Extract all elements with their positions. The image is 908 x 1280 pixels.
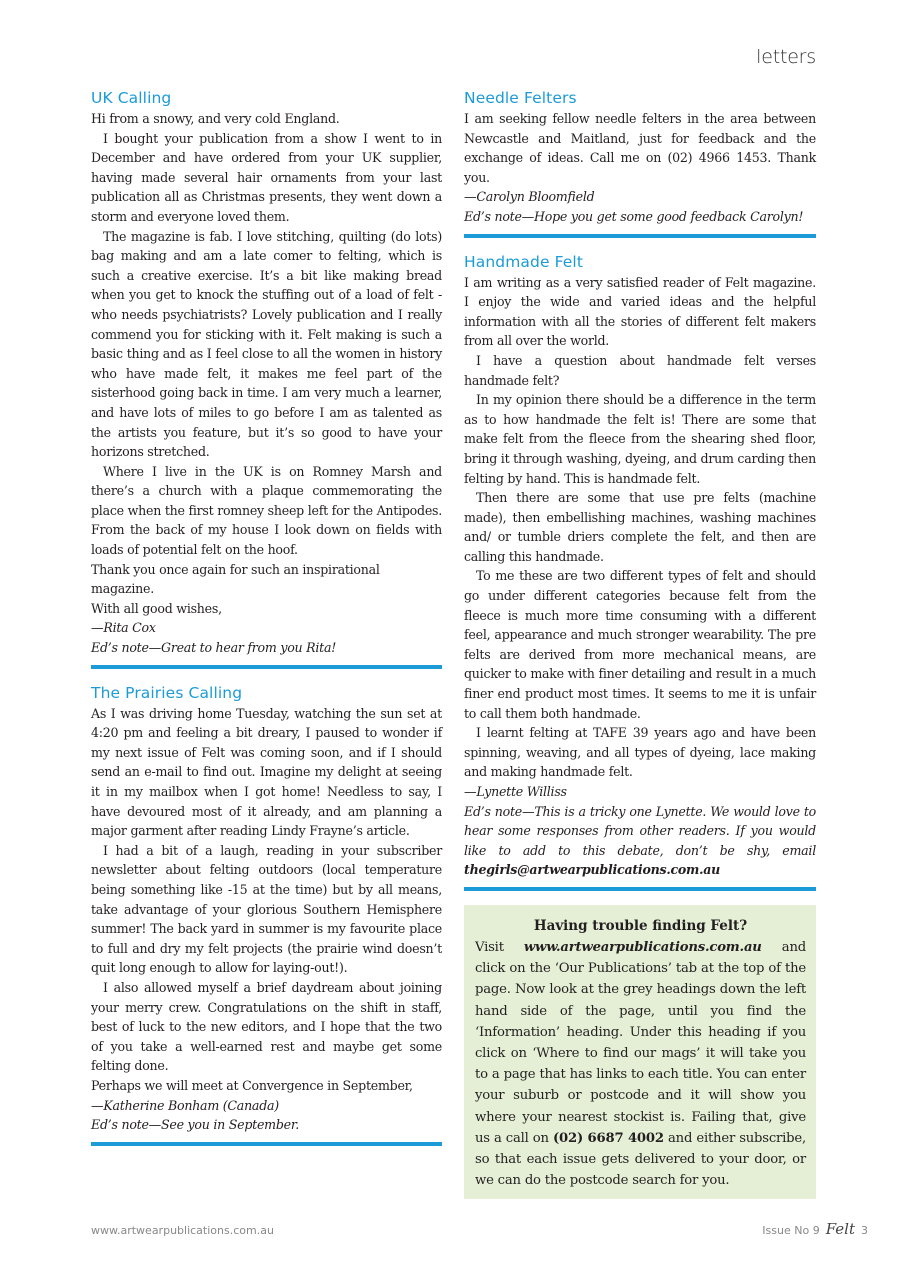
editor-note-text: Ed’s note—This is a tricky one Lynette. We would love to hear some responses from other readers. If you would like to add to this debate, don’t be shy, email bbox=[464, 803, 816, 858]
page-number: 3 bbox=[861, 1224, 868, 1237]
infobox-title: Having trouble finding Felt? bbox=[533, 917, 748, 934]
paragraph: In my opinion there should be a difference in the term as to how handmade the felt is! There are some that make felt from the fleece from the shearing shed floor, bring it through washing, dyeing, and drum carding then felting by hand. This is handmade felt. bbox=[464, 392, 816, 486]
paragraph: Perhaps we will meet at Convergence in September, bbox=[91, 1077, 413, 1093]
article-title: Needle Felters bbox=[464, 89, 577, 107]
section-divider bbox=[91, 665, 442, 669]
left-column bbox=[91, 88, 442, 1160]
section-divider bbox=[464, 234, 816, 238]
letter-signature: —Carolyn Bloomfield bbox=[464, 189, 595, 205]
paragraph: I bought your publication from a show I went to in December and have ordered from your UK supplier, having made several hair ornaments from your last publication all as Christmas presents, they went down a storm and everyone loved them. bbox=[91, 130, 442, 224]
infobox-text-part1: and click on the ‘Our Publications’ tab at the top of the page. Now look at the grey headings down the left hand side of the page, until you find the ‘Information’ heading. Under this heading if you click on ‘Where to find our mags’ it will take you to a page that has links to each title. You can enter your suburb or postcode and it will show you where your nearest stockist is. Failing that, give us a call on bbox=[475, 939, 806, 1146]
article-handmade-felt bbox=[464, 252, 816, 880]
paragraph: I learnt felting at TAFE 39 years ago and have been spinning, weaving, and all types of dyeing, lace making and making handmade felt. bbox=[464, 725, 816, 780]
section-label: letters bbox=[756, 46, 816, 68]
issue-number: Issue No 9 bbox=[762, 1224, 820, 1237]
paragraph: As I was driving home Tuesday, watching the sun set at 4:20 pm and feeling a bit dreary, I paused to wonder if my next issue of Felt was coming soon, and if I should send an e-mail to find out. Imagine my delight at seeing it in my mailbox when I got home! Needless to say, I have devoured most of it already, and am planning a major garment after reading Lindy Frayne’s article. bbox=[91, 705, 442, 839]
phone-number: (02) 6687 4002 bbox=[552, 1130, 664, 1146]
section-divider bbox=[464, 887, 816, 891]
article-title: Handmade Felt bbox=[464, 252, 584, 271]
infobox-visit-label: Visit bbox=[475, 939, 504, 955]
infobox-text bbox=[475, 937, 806, 1191]
editor-note: Ed’s note—Hope you get some good feedback Carolyn! bbox=[464, 208, 804, 224]
editor-note: Ed’s note—Great to hear from you Rita! bbox=[91, 640, 337, 656]
paragraph: I also allowed myself a brief daydream about joining your merry crew. Congratulations on the shift in staff, best of luck to the new editors, and I hope that the two of you take a well-earned rest and maybe get some felting done. bbox=[91, 979, 442, 1074]
article-needle-felters bbox=[464, 88, 816, 227]
website-link[interactable]: www.artwearpublications.com.au bbox=[523, 939, 762, 955]
finding-felt-infobox bbox=[464, 905, 816, 1199]
infobox-text-part2: and either subscribe, so that each issue gets delivered to your door, or we can do the postcode search for you. bbox=[475, 1130, 807, 1189]
article-title: The Prairies Calling bbox=[91, 683, 243, 702]
paragraph: To me these are two different types of felt and should go under different categories because felt from the fleece is much more time consuming with a different feel, appearance and much stronger wearability. The pre felts are derived from more mechanical means, are quicker to make with finer detailing and result in a much finer end product most times. It seems to me it is unfair to call them both handmade. bbox=[464, 568, 816, 721]
editor-email-link[interactable]: thegirls@artwearpublications.com.au bbox=[464, 862, 721, 878]
letter-signature: —Katherine Bonham (Canada) bbox=[91, 1097, 279, 1113]
letter-signature: —Rita Cox bbox=[91, 620, 156, 636]
footer-issue-info bbox=[762, 1220, 868, 1238]
paragraph: The magazine is fab. I love stitching, quilting (do lots) bag making and am a late comer to felting, which is such a creative exercise. It’s a bit like making bread when you get to knock the stuffing out of a load of felt - who needs psychiatrists? Lovely publication and I really commend you for sticking with it. Felt making is such a basic thing and as I feel close to all the women in history who have made felt, it makes me feel part of the sisterhood going back in time. I am very much a learner, and have lots of miles to go before I am as talented as the artists you feature, but it’s so good to have your horizons stretched. bbox=[91, 228, 442, 460]
editor-note: Ed’s note—See you in September. bbox=[91, 1117, 300, 1133]
editor-note bbox=[464, 802, 816, 880]
paragraph: I am seeking fellow needle felters in the area between Newcastle and Maitland, just for feedback and the exchange of ideas. Call me on (02) 4966 1453. Thank you. bbox=[464, 111, 816, 185]
paragraph: Thank you once again for such an inspirational magazine. bbox=[91, 561, 380, 597]
paragraph: Where I live in the UK is on Romney Marsh and there’s a church with a plaque commemorating the place when the first romney sheep left for the Antipodes. From the back of my house I look down on fields with loads of potential felt on the hoof. bbox=[91, 463, 442, 558]
paragraph: With all good wishes, bbox=[91, 600, 222, 616]
footer-website-link[interactable]: www.artwearpublications.com.au bbox=[91, 1224, 274, 1237]
article-uk-calling bbox=[91, 88, 442, 658]
letter-signature: —Lynette Williss bbox=[464, 784, 567, 799]
paragraph: I am writing as a very satisfied reader of Felt magazine. I enjoy the wide and varied ideas and the helpful information with all the stories of different felt makers from all over the world. bbox=[464, 274, 816, 349]
paragraph: I have a question about handmade felt verses handmade felt? bbox=[464, 352, 816, 388]
article-title: UK Calling bbox=[91, 89, 172, 107]
paragraph: I had a bit of a laugh, reading in your subscriber newsletter about felting outdoors (local temperature being something like -15 at the time) but by all means, take advantage of your glorious Southern Hemisphere summer! The back yard in summer is my favourite place to full and dry my felt projects (the prairie wind doesn’t quit long enough to allow for laying-out!). bbox=[91, 842, 442, 976]
right-column bbox=[464, 88, 816, 1199]
article-prairies-calling bbox=[91, 683, 442, 1135]
felt-logo: Felt bbox=[825, 1220, 855, 1238]
section-divider bbox=[91, 1142, 442, 1146]
paragraph: Hi from a snowy, and very cold England. bbox=[91, 111, 340, 126]
paragraph: Then there are some that use pre felts (machine made), then embellishing machines, washing machines and/ or tumble driers complete the felt, and then are calling this handmade. bbox=[464, 490, 816, 564]
